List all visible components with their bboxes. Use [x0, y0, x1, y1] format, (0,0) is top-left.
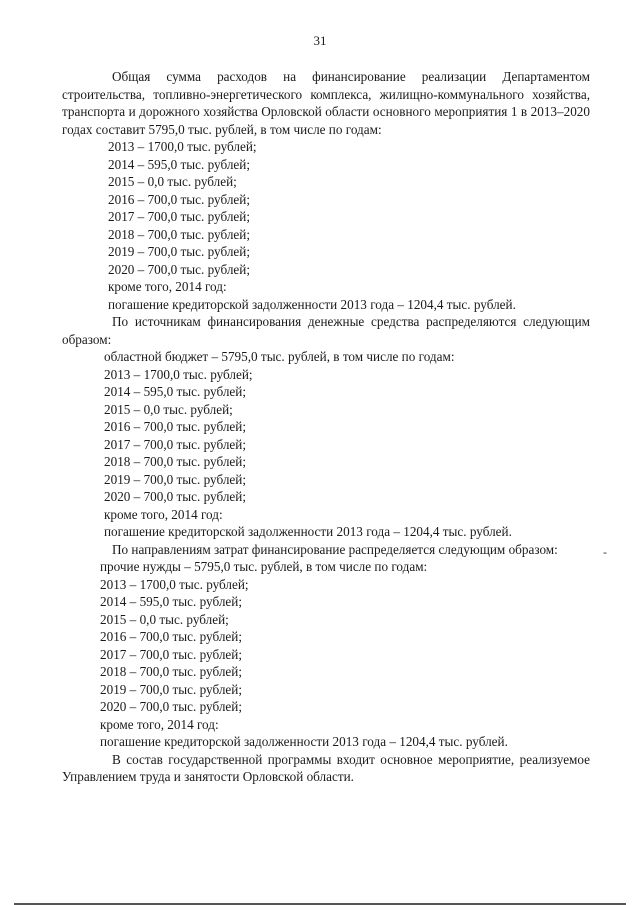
section2-lead: областной бюджет – 5795,0 тыс. рублей, в том числе по годам:: [104, 349, 455, 364]
section3-intro: По направлениям затрат финансирование распределяется следующим образом:: [112, 541, 558, 557]
page-number: 31: [313, 33, 327, 48]
list-item: 2014 – 595,0 тыс. рублей;: [108, 156, 250, 172]
section3-lead: прочие нужды – 5795,0 тыс. рублей, в том числе по годам:: [100, 559, 428, 574]
list-item: 2015 – 0,0 тыс. рублей;: [104, 401, 233, 417]
list-item: 2020 – 700,0 тыс. рублей;: [104, 489, 246, 504]
list-item: 2016 – 700,0 тыс. рублей;: [104, 419, 246, 434]
list-item: 2017 – 700,0 тыс. рублей;: [108, 209, 250, 224]
document-body: [62, 68, 590, 786]
margin-mark: -: [603, 545, 607, 559]
list-item: 2013 – 1700,0 тыс. рублей;: [104, 366, 253, 382]
list-item: 2015 – 0,0 тыс. рублей;: [100, 611, 229, 627]
section1-repayment: погашение кредиторской задолженности 2013 года – 1204,4 тыс. рублей.: [108, 296, 516, 312]
list-item: 2020 – 700,0 тыс. рублей;: [108, 261, 250, 277]
list-item: 2019 – 700,0 тыс. рублей;: [104, 471, 246, 487]
list-item: 2014 – 595,0 тыс. рублей;: [104, 384, 246, 399]
section2-besides: кроме того, 2014 год:: [104, 506, 223, 522]
section1-years-list: [62, 138, 590, 278]
list-item: 2019 – 700,0 тыс. рублей;: [108, 244, 250, 259]
list-item: 2016 – 700,0 тыс. рублей;: [100, 629, 242, 644]
list-item: 2018 – 700,0 тыс. рублей;: [108, 226, 250, 242]
list-item: 2020 – 700,0 тыс. рублей;: [100, 699, 242, 714]
section2-repayment: погашение кредиторской задолженности 2013 года – 1204,4 тыс. рублей.: [104, 524, 512, 539]
section3-besides: кроме того, 2014 год:: [100, 716, 219, 732]
list-item: 2019 – 700,0 тыс. рублей;: [100, 681, 242, 697]
list-item: 2018 – 700,0 тыс. рублей;: [104, 454, 246, 469]
section3-repayment: погашение кредиторской задолженности 2013 года – 1204,4 тыс. рублей.: [100, 734, 508, 749]
section2-years-list: [62, 366, 590, 506]
list-item: 2017 – 700,0 тыс. рублей;: [104, 436, 246, 452]
list-item: 2015 – 0,0 тыс. рублей;: [108, 174, 237, 189]
list-item: 2014 – 595,0 тыс. рублей;: [100, 594, 242, 609]
list-item: 2013 – 1700,0 тыс. рублей;: [100, 576, 249, 592]
list-item: 2018 – 700,0 тыс. рублей;: [100, 664, 242, 679]
list-item: 2013 – 1700,0 тыс. рублей;: [108, 139, 257, 154]
section1-intro: Общая сумма расходов на финансирование реализации Департаментом строительства, топливно-энергетического комплекса, жилищно-коммунального хозяйства, транспорта и дорожного хозяйства Орловской области основного мероприятия 1 в 2013–2020 годах составит 5795,0 тыс. рублей, в том числе по годам:: [62, 69, 590, 137]
list-item: 2016 – 700,0 тыс. рублей;: [108, 191, 250, 207]
section3-years-list: [62, 576, 590, 716]
section1-besides: кроме того, 2014 год:: [108, 279, 227, 294]
list-item: 2017 – 700,0 тыс. рублей;: [100, 646, 242, 662]
closing-paragraph: В состав государственной программы входит основное мероприятие, реализуемое Управлением труда и занятости Орловской области.: [62, 751, 590, 784]
section2-intro: По источникам финансирования денежные средства распределяются следующим образом:: [62, 314, 590, 347]
